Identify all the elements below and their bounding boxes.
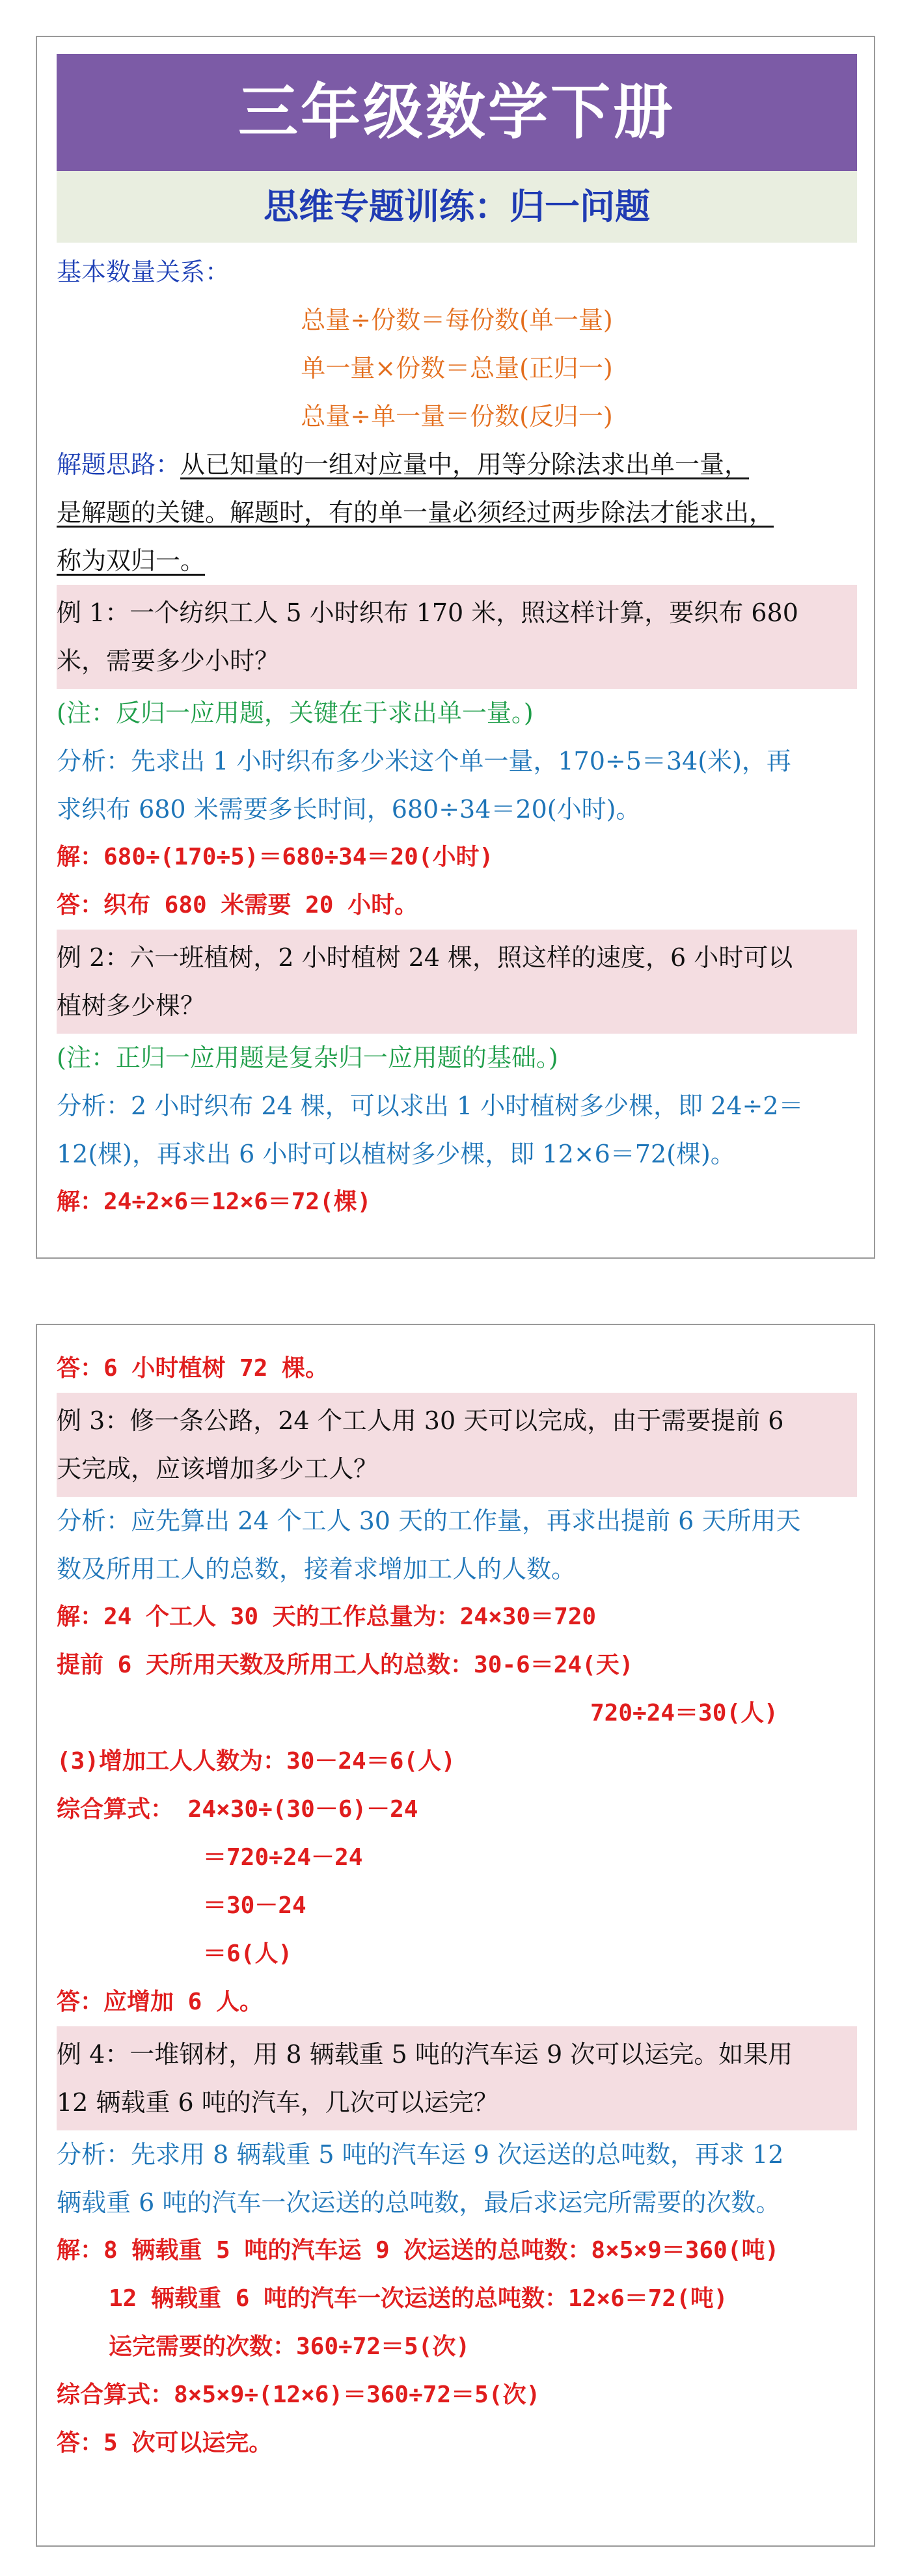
thinking-line-3: 称为双归一。 bbox=[57, 546, 206, 575]
formula-1: 总量÷份数＝每份数(单一量) bbox=[301, 306, 613, 334]
example-3-question bbox=[57, 1393, 857, 1497]
example-2-question-line-2: 植树多少棵？ bbox=[57, 991, 206, 1020]
example-1-question-line-2: 米，需要多少小时？ bbox=[57, 647, 280, 675]
example-4-step-2: 12 辆载重 6 吨的汽车一次运送的总吨数：12×6＝72(吨) bbox=[109, 2285, 728, 2312]
example-1-analysis-line-2: 求织布 680 米需要多长时间，680÷34＝20(小时)。 bbox=[57, 795, 641, 824]
thinking-line-2: 是解题的关键。解题时，有的单一量必须经过两步除法才能求出， bbox=[57, 498, 774, 527]
example-3-step-2: 提前 6 天所用天数及所用工人的总数：30-6＝24(天) bbox=[57, 1652, 634, 1678]
page-2 bbox=[36, 1324, 875, 2547]
thinking-line-1 bbox=[57, 440, 857, 489]
example-3-step-3: 720÷24＝30(人) bbox=[590, 1700, 778, 1726]
example-4-analysis-line-1: 分析：先求用 8 辆载重 5 吨的汽车运 9 次运送的总吨数，再求 12 bbox=[57, 2140, 784, 2169]
example-3-combined-1: 综合算式： 24×30÷(30－6)－24 bbox=[57, 1796, 418, 1823]
page-title: 三年级数学下册 bbox=[57, 54, 857, 171]
example-1-question-line-1: 例 1：一个纺织工人 5 小时织布 170 米，照这样计算，要织布 680 bbox=[57, 598, 798, 627]
example-2-solution: 解：24÷2×6＝12×6＝72(棵) bbox=[57, 1188, 372, 1215]
example-4-analysis-line-2: 辆载重 6 吨的汽车一次运送的总吨数，最后求运完所需要的次数。 bbox=[57, 2188, 781, 2217]
page-1 bbox=[36, 36, 875, 1259]
example-3-combined-4: ＝6(人) bbox=[203, 1940, 293, 1967]
example-4-question-line-2: 12 辆载重 6 吨的汽车，几次可以运完？ bbox=[57, 2088, 498, 2117]
example-3-analysis-line-2: 数及所用工人的总数，接着求增加工人的人数。 bbox=[57, 1555, 577, 1583]
example-1-question bbox=[57, 585, 857, 689]
example-3-question-line-2: 天完成，应该增加多少工人？ bbox=[57, 1455, 379, 1483]
example-1-note: (注：反归一应用题，关键在于求出单一量。) bbox=[57, 699, 534, 727]
example-3-answer: 答：应增加 6 人。 bbox=[57, 1989, 264, 2015]
example-2-note: (注：正归一应用题是复杂归一应用题的基础。) bbox=[57, 1043, 558, 1072]
example-1-solution: 解：680÷(170÷5)＝680÷34＝20(小时) bbox=[57, 844, 494, 870]
example-4-step-3: 运完需要的次数：360÷72＝5(次) bbox=[109, 2333, 470, 2360]
example-2-question-line-1: 例 2：六一班植树，2 小时植树 24 棵，照这样的速度，6 小时可以 bbox=[57, 943, 793, 972]
example-2-analysis-line-2: 12(棵)，再求出 6 小时可以植树多少棵，即 12×6＝72(棵)。 bbox=[57, 1140, 735, 1168]
example-3-step-1: 解：24 个工人 30 天的工作总量为：24×30＝720 bbox=[57, 1603, 597, 1630]
example-4-answer: 答：5 次可以运完。 bbox=[57, 2430, 273, 2456]
example-3-combined-3: ＝30－24 bbox=[203, 1892, 306, 1919]
example-3-analysis-line-1: 分析：应先算出 24 个工人 30 天的工作量，再求出提前 6 天所用天 bbox=[57, 1507, 801, 1535]
thinking-text-1: 从已知量的一组对应量中，用等分除法求出单一量， bbox=[180, 450, 750, 479]
example-2-question bbox=[57, 930, 857, 1034]
formula-2: 单一量×份数＝总量(正归一) bbox=[301, 354, 613, 382]
basic-relations-label: 基本数量关系： bbox=[57, 258, 230, 286]
example-4-combined: 综合算式：8×5×9÷(12×6)＝360÷72＝5(次) bbox=[57, 2381, 541, 2408]
example-2-answer: 答：6 小时植树 72 棵。 bbox=[57, 1355, 329, 1382]
example-4-step-1: 解：8 辆载重 5 吨的汽车运 9 次运送的总吨数：8×5×9＝360(吨) bbox=[57, 2237, 780, 2264]
example-4-question bbox=[57, 2026, 857, 2130]
example-3-question-line-1: 例 3：修一条公路，24 个工人用 30 天可以完成，由于需要提前 6 bbox=[57, 1406, 784, 1435]
page-subtitle: 思维专题训练：归一问题 bbox=[57, 171, 857, 243]
example-1-analysis-line-1: 分析：先求出 1 小时织布多少米这个单一量，170÷5＝34(米)，再 bbox=[57, 747, 791, 775]
example-1-answer: 答：织布 680 米需要 20 小时。 bbox=[57, 892, 418, 919]
thinking-label: 解题思路： bbox=[57, 450, 181, 479]
example-2-analysis-line-1: 分析：2 小时织布 24 棵，可以求出 1 小时植树多少棵，即 24÷2＝ bbox=[57, 1092, 804, 1120]
formula-3: 总量÷单一量＝份数(反归一) bbox=[301, 402, 613, 431]
example-4-question-line-1: 例 4：一堆钢材，用 8 辆载重 5 吨的汽车运 9 次可以运完。如果用 bbox=[57, 2040, 793, 2069]
example-3-step-4: (3)增加工人人数为：30－24＝6(人) bbox=[57, 1748, 456, 1775]
example-3-combined-2: ＝720÷24－24 bbox=[203, 1844, 363, 1871]
